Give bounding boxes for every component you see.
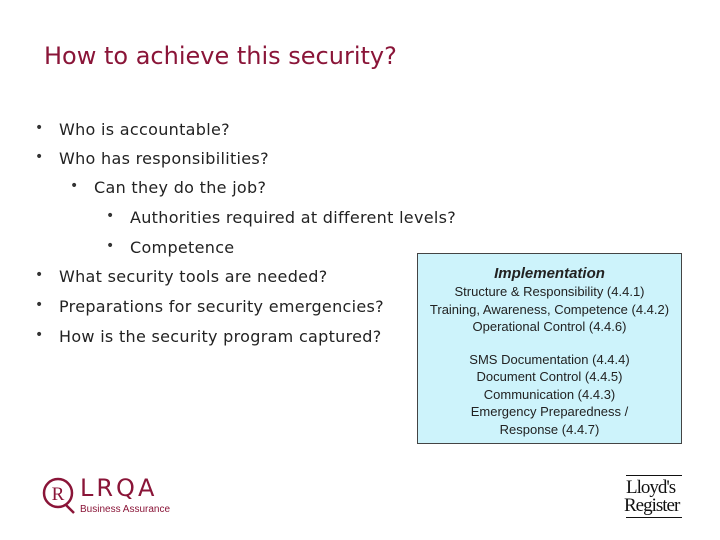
bullet-text: Can they do the job? [94,178,267,197]
bullet-text: Who is accountable? [59,120,230,139]
bullet-icon: • [35,297,44,313]
bullet-icon: • [106,238,115,254]
implementation-box [417,253,682,444]
lrqa-name: LRQA [80,474,158,502]
lrqa-mark-icon [42,476,76,514]
bullet-icon: • [35,327,44,343]
bullet-text: Authorities required at different levels? [130,208,457,227]
bullet-icon: • [106,208,115,224]
bullet-item [35,327,382,346]
bullet-item [35,267,328,286]
bullet-icon: • [35,149,44,165]
bullet-item [35,297,384,316]
bullet-item [35,120,230,139]
lrqa-mark-letter: R [51,484,65,505]
lrqa-tagline: Business Assurance [80,504,171,515]
lloyds-register-line1: Lloyd's [626,477,676,498]
bullet-item [70,178,267,197]
bullet-item [106,208,457,227]
bullet-item [106,238,235,257]
logo-rule-top [626,475,682,476]
implementation-item: Operational Control (4.4.6) [472,319,627,334]
implementation-group-1 [418,283,681,336]
logo-rule-bottom [626,517,682,518]
implementation-item: Emergency Preparedness / [470,404,629,419]
bullet-icon: • [35,120,44,136]
bullet-text: How is the security program captured? [59,327,382,346]
bullet-icon: • [70,178,79,194]
lloyds-register-logo [624,474,686,518]
implementation-item: Response (4.4.7) [499,421,600,437]
bullet-text: Who has responsibilities? [59,149,269,168]
bullet-item [35,149,269,168]
implementation-item: Communication (4.4.3) [483,386,616,402]
implementation-group-2 [418,351,681,439]
implementation-item: SMS Documentation (4.4.4) [469,351,630,367]
implementation-heading: Implementation [494,265,605,282]
bullet-icon: • [35,267,44,283]
implementation-item: Document Control (4.4.5) [476,369,623,384]
bullet-text: What security tools are needed? [59,267,328,286]
implementation-item: Structure & Responsibility (4.4.1) [454,284,645,299]
bullet-text: Competence [130,238,235,257]
lloyds-register-line2: Register [624,495,680,516]
implementation-item: Training, Awareness, Competence (4.4.2) [429,301,670,317]
page-title: How to achieve this security? [44,42,397,70]
lrqa-logo [42,474,172,518]
bullet-text: Preparations for security emergencies? [59,297,384,316]
